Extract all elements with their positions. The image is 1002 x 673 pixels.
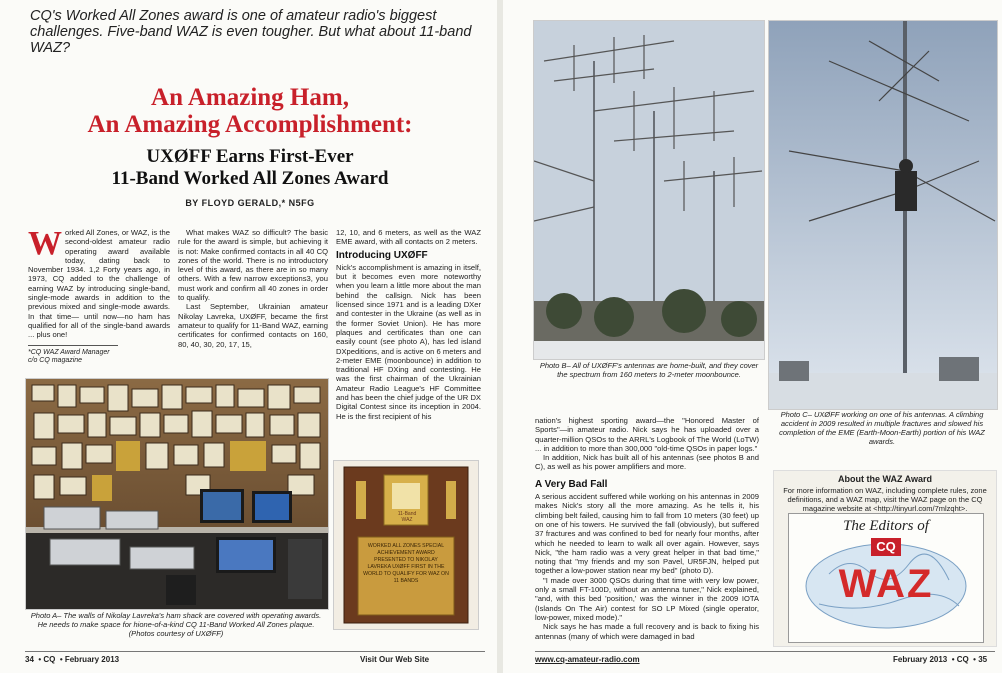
right-paragraph-2: In addition, Nick has built all of his antennas (see photos B and C), as well as his power amplifiers and more. — [535, 453, 759, 472]
byline: BY FLOYD GERALD,* N5FG — [185, 198, 315, 208]
subheadline-line-2: 11-Band Worked All Zones Award — [111, 168, 389, 189]
photo-plaque — [333, 460, 479, 630]
col1-paragraph: orked All Zones, or WAZ, is the second-oldest amateur radio operating award available today, dating back to November 1934. 1,2 Forty years ago, in 1973, CQ added to the challenge of earning WAZ by introducing single-band, single-mode awards in addition to the previous mixed and single-mode awards. In that time— until now—no ham has qualified for all of the single-band awards ... plus one! — [28, 228, 170, 340]
right-paragraph-5: Nick says he has made a full recovery and is back to fixing his antennas (many of which were damaged in bad — [535, 622, 759, 641]
footnote-line-1: *CQ WAZ Award Manager — [28, 348, 110, 356]
col2-paragraph-1: What makes WAZ so difficult? The basic rule for the award is simple, but achieving it is not: Make confirmed contacts in all 40 CQ zones of the world. There is no introductory level of this award, as there are in so many others. With a few narrow exceptions3, you must work and confirm all 40 zones in order to qualify. — [178, 228, 328, 303]
footer-right: February 2013 • CQ • 35 — [893, 655, 988, 664]
col3-paragraph-1: 12, 10, and 6 meters, as well as the WAZ EME award, with all contacts on 2 meters. — [336, 228, 481, 247]
section-heading-bad-fall: A Very Bad Fall — [535, 478, 608, 490]
page-number: 34 — [25, 655, 34, 664]
footer-web-link: Visit Our Web Site — [360, 655, 430, 664]
waz-sidebar — [773, 470, 997, 647]
drop-cap: W — [28, 225, 62, 262]
sidebar-title: About the WAZ Award — [838, 474, 932, 484]
column-2 — [178, 228, 328, 349]
magazine-name-right: CQ — [956, 655, 969, 664]
section-heading-introducing: Introducing UXØFF — [336, 249, 428, 261]
headline-line-2: An Amazing Accomplishment: — [87, 111, 413, 138]
col2-paragraph-2: Last September, Ukrainian amateur Nikolay Lavreka, UXØFF, became the first amateur to qualify for 11-Band WAZ, earning certificates for confirmed contacts on 160, 80, 40, 30, 20, 17, 15, — [178, 302, 328, 349]
certificate-cq-logo: CQ — [871, 538, 901, 556]
caption-photo-c: Photo C– UXØFF working on one of his antennas. A climbing accident in 2009 resulted in multiple fractures and slowed his completion of the EME (Earth-Moon-Earth) portion of his WAZ awards. — [779, 410, 985, 446]
magazine-name: CQ — [43, 655, 56, 664]
left-page — [0, 0, 497, 673]
plaque-label: 11-Band WAZ — [397, 511, 417, 523]
issue-date-right: February 2013 — [893, 655, 948, 664]
issue-date: February 2013 — [64, 655, 120, 664]
right-column — [535, 416, 759, 641]
footnote-line-2: c/o CQ magazine — [28, 357, 83, 365]
right-paragraph-3: A serious accident suffered while working on his antennas in 2009 makes Nick's story all the more amazing. As he tells it, his climbing belt failed, causing him to fall from 10 meters (30 feet) up on one of his towers. He survived the fall (obviously), but suffered 37 fractures and was confined to bed for nearly four months, after which he needed to learn to walk all over again. However, says Nick, "the ham radio was a very great helper in that bad time," noting that "my friends and my son Pavel, UR5FJN, helped put together a low-power station near my bed" (photo D). — [535, 492, 759, 576]
right-page — [503, 0, 1002, 673]
footer-left: 34 • CQ • February 2013 — [25, 655, 120, 664]
page-number-right: 35 — [978, 655, 988, 664]
photo-b-antennas — [533, 20, 765, 360]
right-paragraph-1: nation's highest sporting award—the "Honored Master of Sports"—in amateur radio. Nick says he has uploaded over a quarter-million QSOs to the ARRL's Logbook of The World (LoTW) ... in addition to more than 300,000 "old-time QSOs in paper logs." — [535, 416, 759, 453]
right-paragraph-4: "I made over 3000 QSOs during that time with very low power, only a small FT-100D, without an antenna tuner," Nick explained, "and, with this bed 'position,' was the winner in the 2009 IOTA (Islands On The Air) contest for SO LP Mixed (single operator, low-power, mixed mode)." — [535, 575, 759, 622]
footer-url[interactable]: www.cq-amateur-radio.com — [535, 655, 640, 664]
photo-c-climbing — [768, 20, 998, 410]
certificate-waz-title: WAZ — [838, 562, 934, 606]
ham-shack-illustration — [26, 379, 328, 609]
intro-deck: CQ's Worked All Zones award is one of amateur radio's biggest challenges. Five-band WAZ is even tougher. But what about 11-band WAZ? — [30, 8, 472, 56]
col3-paragraph-2: Nick's accomplishment is amazing in itself, but it becomes even more noteworthy when you learn a little more about the man behind the callsign. Nick has been licensed since 1971 and is a leading DXer and contester in the Ukraine (as well as in the former Soviet Union). He has more plaques and certificates than one can easily count (see photo A), has led island DXpeditions, and is active on 6 meters and 2-meter EME (moonbounce) in addition to traditional HF DXing and contesting. He was the first chairman of the Ukrainian Amateur Radio League's HF Committee and has been the chief judge of the UR DX Digital Contest since its inception in 2004. He is the first recipient of his — [336, 262, 481, 421]
certificate-header: The Editors of — [843, 518, 929, 534]
sidebar-body: For more information on WAZ, including complete rules, zone definitions, and a WAZ map, visit the WAZ page on the CQ magazine website at <http://tinyurl.com/7mlzqht>. — [783, 486, 987, 513]
subheadline-line-1: UXØFF Earns First-Ever — [146, 146, 354, 167]
footer-rule-right — [535, 651, 995, 652]
antenna-tower-illustration — [534, 21, 764, 359]
caption-photo-b: Photo B– All of UXØFF's antennas are home-built, and they cover the spectrum from 160 meters to 2-meter moonbounce. — [539, 361, 759, 379]
plaque-inscription: WORKED ALL ZONES SPECIAL ACHIEVEMENT AWARD PRESENTED TO NIKOLAY LAVREKA UXØFF FIRST IN THE WORLD TO QUALIFY FOR WAZ ON 11 BANDS — [363, 543, 449, 584]
photo-a-ham-shack — [25, 378, 329, 610]
column-1 — [28, 225, 170, 366]
waz-certificate — [788, 513, 984, 643]
caption-photo-a: Photo A– The walls of Nikolay Lavreka's ham shack are covered with operating awards. He needs to make space for hione-of-a-kind CQ 11-Band Worked All Zones plaque. (Photos courtesy of UXØFF) — [30, 611, 322, 638]
headline-line-1: An Amazing Ham, — [151, 84, 349, 111]
climber-antenna-illustration — [769, 21, 997, 409]
footer-rule — [25, 651, 485, 652]
footnote-rule — [28, 345, 118, 346]
column-3 — [336, 228, 481, 421]
